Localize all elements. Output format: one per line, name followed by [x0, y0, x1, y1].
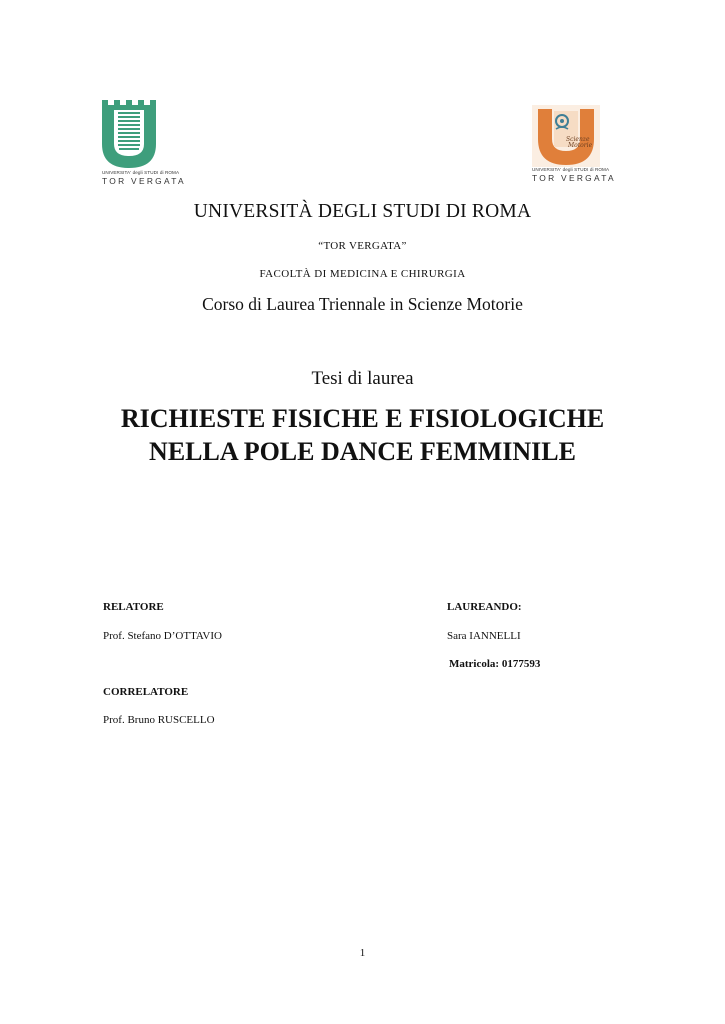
thesis-title-line2: NELLA POLE DANCE FEMMINILE — [149, 437, 576, 466]
thesis-title-line1: RICHIESTE FISICHE E FISIOLOGICHE — [120, 404, 605, 433]
scienze-motorie-logo — [532, 105, 616, 183]
thesis-type: Tesi di laurea — [311, 368, 414, 389]
university-subtitle: “TOR VERGATA” — [318, 240, 407, 252]
page-number: 1 — [359, 947, 366, 959]
tor-vergata-logo — [102, 100, 186, 186]
laureando-name: Sara IANNELLI — [447, 630, 521, 642]
course-name: Corso di Laurea Triennale in Scienze Motorie — [202, 294, 523, 314]
logo-caption-tor-vergata: TOR VERGATA — [102, 176, 186, 186]
university-name: UNIVERSITÀ DEGLI STUDI DI ROMA — [193, 201, 532, 222]
tower-u-emblem-icon — [102, 100, 156, 170]
correlatore-name: Prof. Bruno RUSCELLO — [103, 714, 215, 726]
correlatore-label: CORRELATORE — [103, 686, 189, 698]
relatore-label: RELATORE — [103, 601, 164, 613]
logo-caption-university: UNIVERSITA' degli STUDI di ROMA — [102, 170, 180, 175]
laureando-label: LAUREANDO: — [447, 601, 522, 613]
logo-caption-university: UNIVERSITA' degli STUDI di ROMA — [532, 167, 610, 172]
emblem-text-motorie: Motorie — [568, 142, 593, 149]
scienze-motorie-emblem-icon — [532, 105, 600, 167]
matricola: Matricola: 0177593 — [449, 658, 541, 670]
faculty-name: FACOLTÀ DI MEDICINA E CHIRURGIA — [259, 268, 466, 280]
relatore-name: Prof. Stefano D’OTTAVIO — [103, 630, 222, 642]
emblem-text-scienze: Scienze — [566, 136, 590, 143]
logo-caption-tor-vergata: TOR VERGATA — [532, 173, 616, 183]
